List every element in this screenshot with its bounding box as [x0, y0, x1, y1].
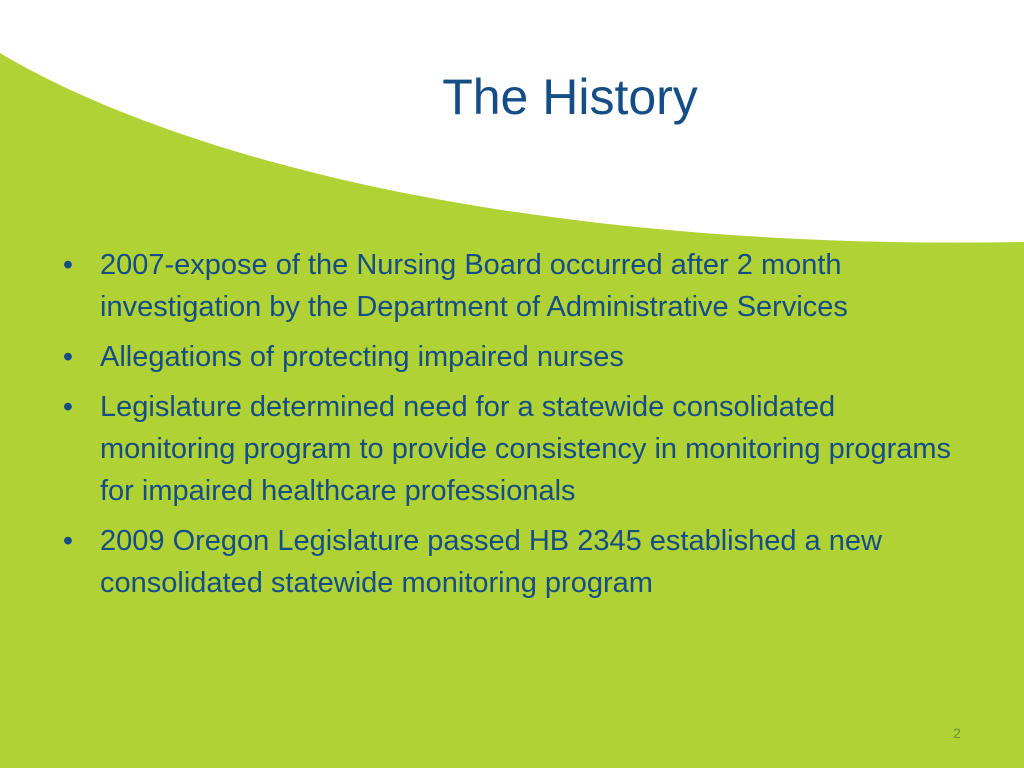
bullet-text: Allegations of protecting impaired nurses — [100, 341, 624, 373]
bullet-icon: • — [62, 249, 74, 281]
bullet-icon: • — [62, 391, 74, 423]
bullet-item — [58, 244, 978, 328]
bullet-item — [58, 520, 978, 604]
bullet-list — [58, 244, 978, 612]
bullet-text: Legislature determined need for a statewide consolidated monitoring program to provide consistency in monitoring programs for impaired healthcare professionals — [100, 391, 952, 507]
page-number: 2 — [953, 725, 961, 741]
bullet-text: 2007-expose of the Nursing Board occurred after 2 month investigation by the Department of Administrative Services — [100, 249, 848, 323]
bullet-item — [58, 336, 978, 378]
bullet-icon: • — [62, 525, 74, 557]
slide-title: The History — [442, 69, 698, 125]
bullet-item — [58, 386, 978, 512]
bullet-text: 2009 Oregon Legislature passed HB 2345 established a new consolidated statewide monitoring program — [100, 525, 882, 599]
bullet-icon: • — [62, 341, 74, 373]
